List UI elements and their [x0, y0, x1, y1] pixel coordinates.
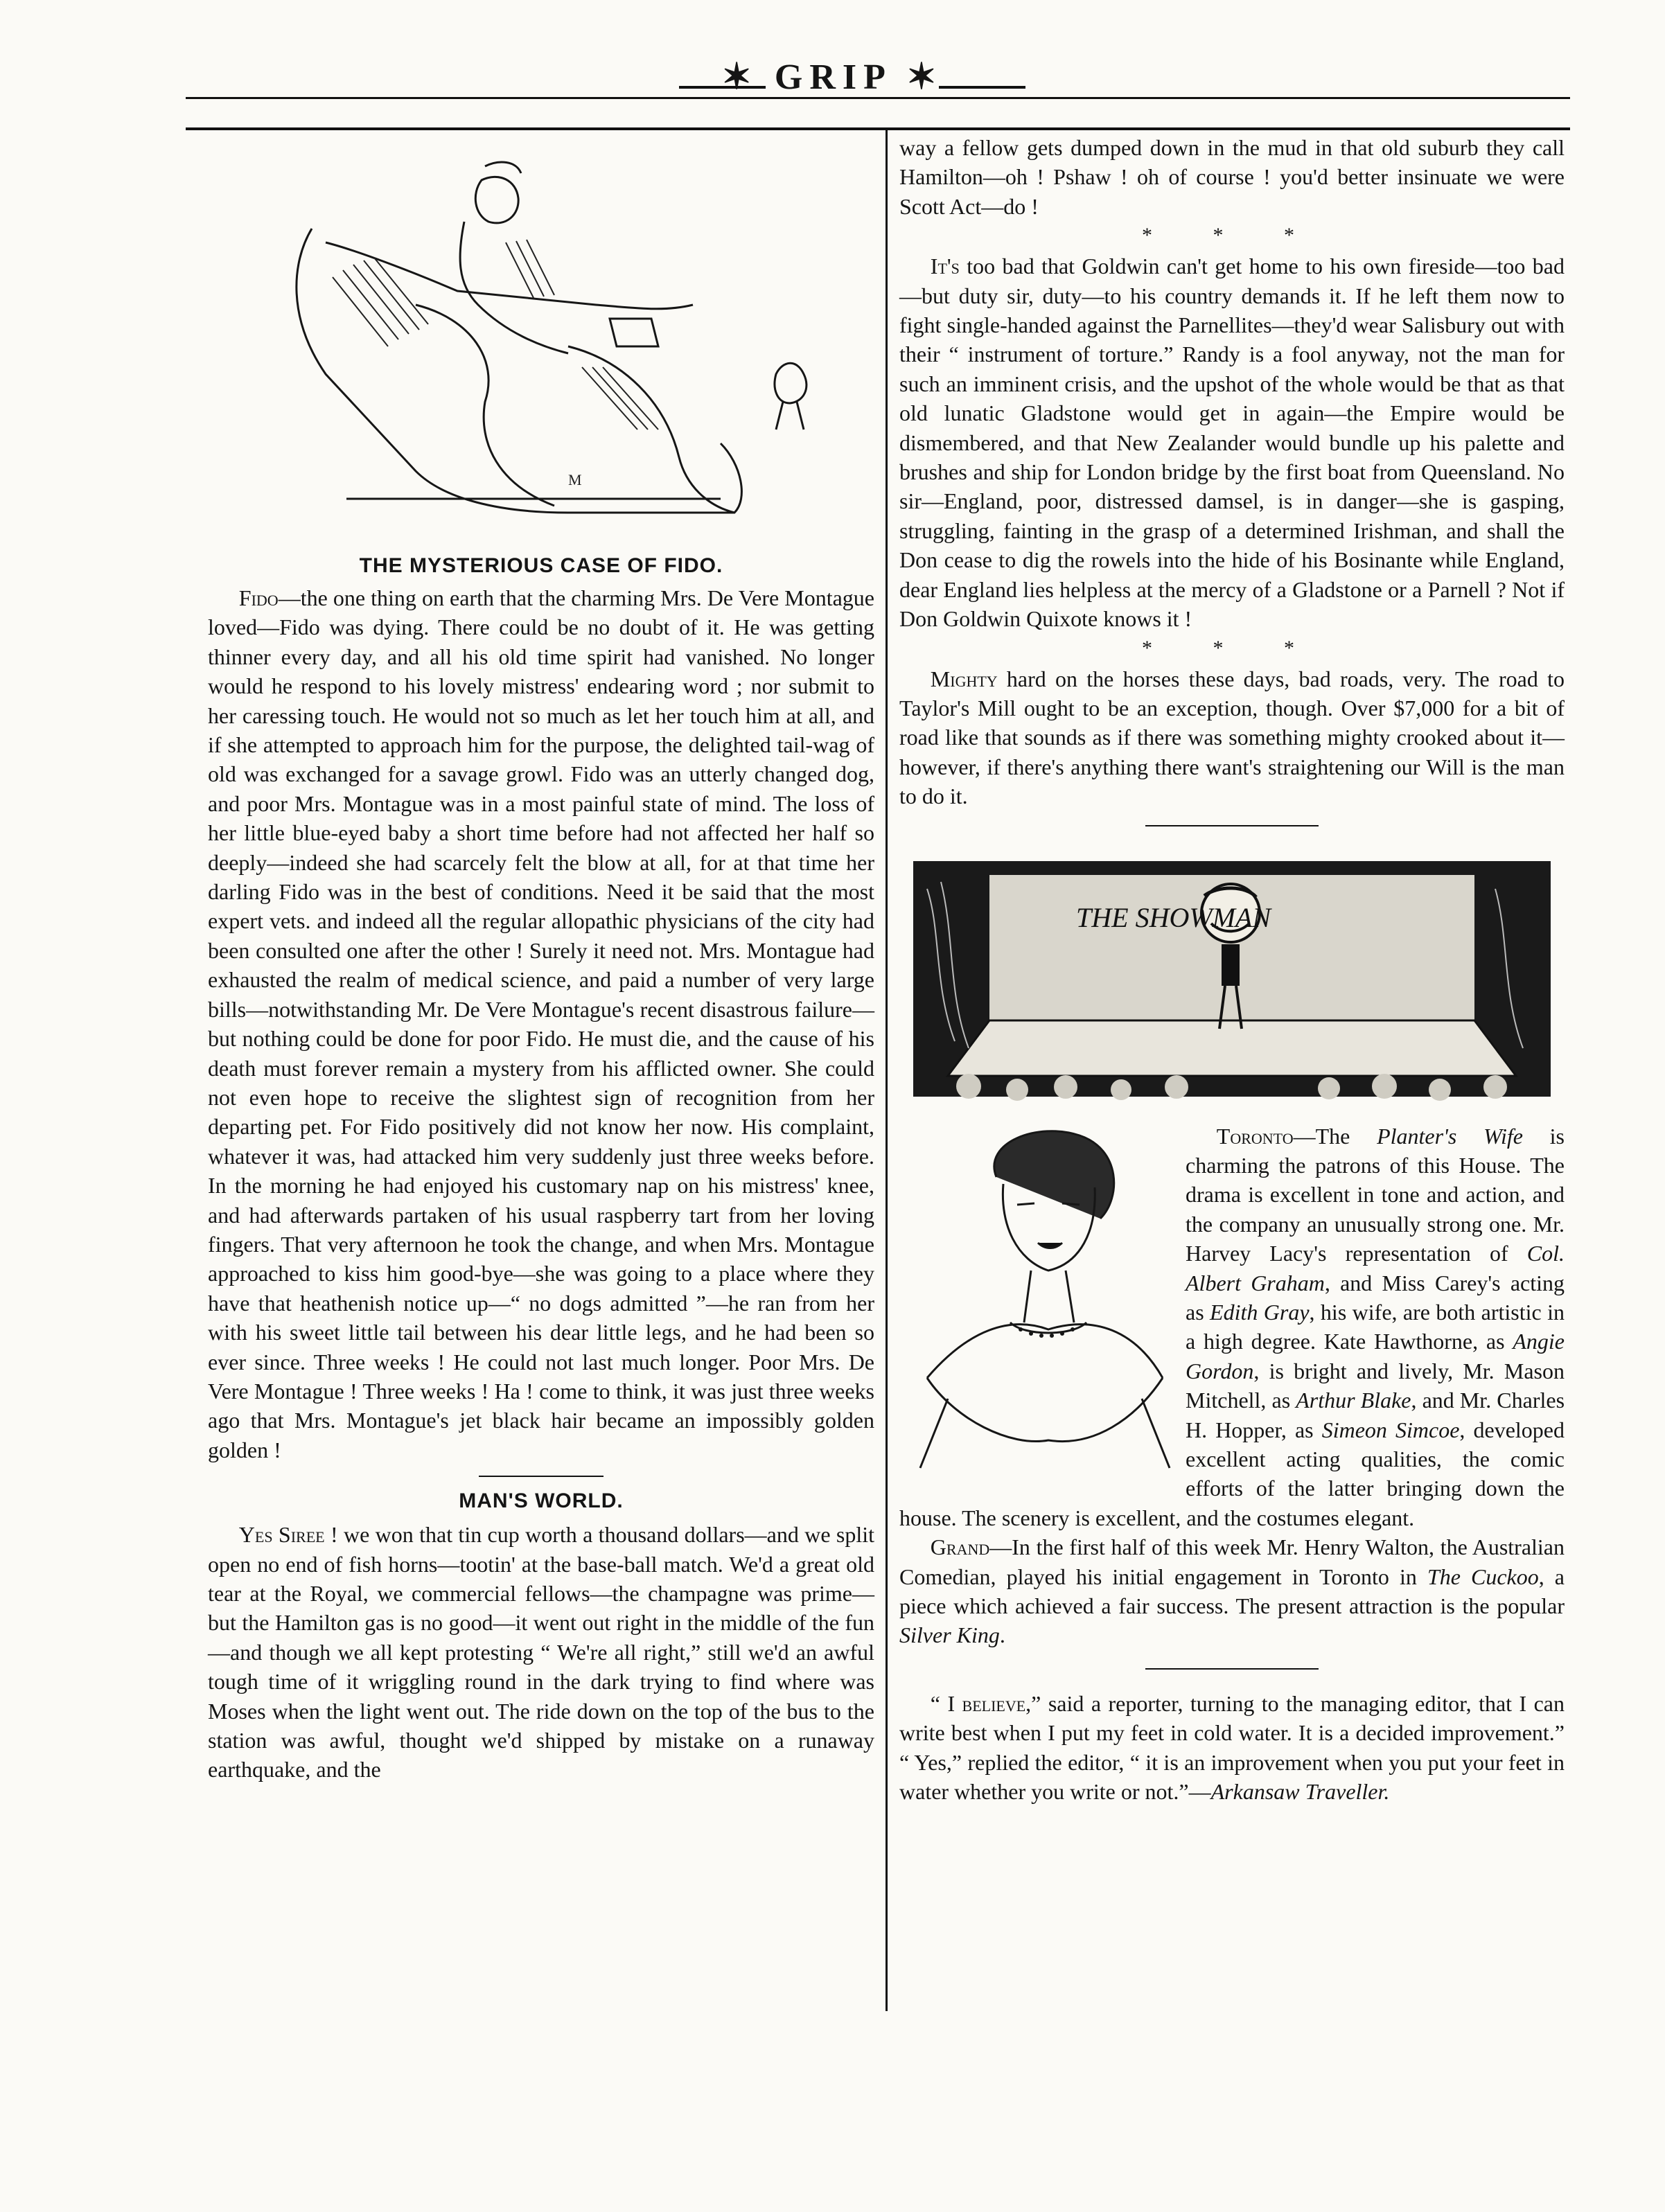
section-stars-2: * * * — [1142, 636, 1322, 660]
grand-end: . — [999, 1622, 1005, 1648]
toronto-body-2: , and Miss Carey's acting as — [1186, 1270, 1565, 1325]
toronto-role-2: Edith Gray — [1210, 1299, 1310, 1325]
section-stars-1: * * * — [1142, 224, 1322, 247]
fido-title: THE MYSTERIOUS CASE OF FIDO. — [359, 554, 723, 577]
separator-rule-right — [1145, 825, 1319, 826]
believe-paragraph — [899, 1689, 1565, 1807]
mans-world-title: MAN'S WORLD. — [459, 1489, 624, 1513]
mans-world-body: we won that tin cup worth a thousand dollars—and we split open no end of fish horns—tootin' at the base-ball match. We'd a great old tear at the Royal, we commercial fellows—the champagne was prime—but the Hamilton gas is no good—it went out right in the middle of the fun—and though we all kept protesting “ We're all right,” still we'd an awful tough time of it wriggling round in the dark trying to find where was Moses when the light went out. The ride down on the top of the bus to the station was awful, thought we'd shipped by mistake on a runaway earthquake, and the — [208, 1522, 875, 1782]
fido-lead: Fido — [238, 585, 279, 610]
mighty-lead: Mighty — [930, 666, 998, 691]
woman-reclining-drawing — [208, 139, 874, 547]
masthead-title-text: GRIP — [774, 57, 891, 97]
star-ornament-right: ✶ — [906, 57, 944, 97]
showman-stage-drawing — [899, 847, 1565, 1111]
mans-world-article — [208, 1520, 874, 1785]
toronto-body-1: is charming the patrons of this House. The drama is excellent in tone and action, and the company an unusually strong one. Mr. Harvey Lacy's representation of — [1186, 1123, 1565, 1266]
masthead-title — [0, 57, 1665, 97]
fido-article — [208, 583, 874, 1465]
toronto-play-title: Planter's Wife — [1377, 1123, 1523, 1149]
left-column — [208, 139, 874, 1785]
illustration-actress-portrait — [899, 1122, 1180, 1482]
grand-body-1: —In the first half of this week Mr. Henry Walton, the Australian Comedian, played his initial engagement in Toronto in — [899, 1534, 1565, 1589]
showman-caption: THE SHOWMAN — [1076, 901, 1271, 933]
toronto-body-3: , his wife, are both artistic in a high degree. Kate Hawthorne, as — [1186, 1299, 1565, 1354]
right-column — [899, 133, 1565, 1806]
header-rule-bottom — [186, 127, 1570, 130]
toronto-role-5: Simeon Simcoe — [1321, 1417, 1460, 1442]
toronto-body-6: , developed excellent acting qualities, the comic efforts of the latter bringing down the house. The scenery is excellent, and the costumes elegant. — [899, 1417, 1565, 1530]
theatre-section — [899, 1122, 1565, 1650]
goldwin-paragraph — [899, 251, 1565, 633]
mans-world-lead: Yes Siree ! — [238, 1522, 338, 1548]
illustration-showman-stage — [899, 847, 1565, 1111]
fido-body: —the one thing on earth that the charming Mrs. De Vere Montague loved—Fido was dying. There could be no doubt of it. He was getting thinner every day, and all his old time spirit had vanished. No longer would he respond to his lovely mistress' endearing word ; nor submit to her caressing touch. He would not so much as let her touch him at all, and if she attempted to approach him for the purpose, the delighted tail-wag of old was exchanged for a savage growl. Fido was an utterly changed dog, and poor Mrs. Montague was in a most painful state of mind. The loss of her little blue-eyed baby a short time before had not affected her half so deeply—indeed she had scarcely felt the blow at all, for at that time her darling Fido was in the best of conditions. Need it be said that the most expert vets. and indeed all the regular allopathic physicians of the city had been consulted one after the other ! Surely it need not. Mrs. Montague had exhausted the realm of medical science, and paid a number of very large bills—notwithstanding Mr. De Vere Montague's recent disastrous failure—but nothing could be done for poor Fido. He must die, and the cause of his death must forever remain a mystery from his afflicted owner. She could not even hope to receive the slightest sign of recognition from her departing pet. For Fido positively did not know her now. His complaint, whatever it was, had attacked him very suddenly just three weeks before. In the morning he had enjoyed his customary nap on his mistress' knee, and had afterwards partaken of his usual raspberry tart from her loving fingers. That very afternoon he took the change, and when Mrs. Montague approached to kiss him good-bye—she was going to a place where they have that heathenish notice up—“ no dogs admitted ”—he ran from her with his sweet little tail between his dear little legs, and he had been so ever since. Three weeks ! He could not last much longer. Poor Mrs. De Vere Montague ! Three weeks ! Ha ! come to think, it was just three weeks ago that Mrs. Montague's jet black hair became an impossibly golden golden ! — [208, 585, 874, 1462]
goldwin-body: too bad that Goldwin can't get home to his own fireside—too bad—but duty sir, duty—to his country demands it. If he left them now to fight single-handed against the Parnellites—they'd wear Salisbury out with their “ instrument of torture.” Randy is a fool anyway, not the man for such an imminent crisis, and the upshot of the whole would be that as that old lunatic Gladstone would get in again—the Empire would be dismembered, and that New Zealander would bundle up his palette and brushes and ship for London bridge by the first boat from Queensland. No sir—England, poor, distressed damsel, is in danger—she is gasping, struggling, fainting in the grasp of a determined Irishman, and shall the Don cease to dig the rowels into the hide of his Bosinante while England, dear England lies helpless at the mercy of a Gladstone or a Parnell ? Not if Don Goldwin Quixote knows it ! — [899, 254, 1565, 632]
toronto-pre: —The — [1293, 1123, 1377, 1149]
goldwin-lead: It's — [930, 254, 960, 279]
grand-lead: Grand — [930, 1534, 990, 1560]
mighty-paragraph — [899, 664, 1565, 811]
separator-rule-bottom — [1145, 1668, 1319, 1670]
toronto-body-5: , and Mr. Charles H. Hopper, as — [1186, 1388, 1565, 1442]
mans-world-continuation: way a fellow gets dumped down in the mud in that old suburb they call Hamilton—oh ! Pshaw ! oh of course ! you'd better insinuate we were Scott Act—do ! — [899, 135, 1565, 219]
toronto-role-3: Angie Gordon — [1186, 1329, 1565, 1383]
mighty-body: hard on the horses these days, bad roads, very. The road to Taylor's Mill ought to be an exception, though. Over $7,000 for a bit of road like that sounds as if there was something mighty crooked about it—however, if there's anything there want's straightening our Will is the man to do it. — [899, 666, 1565, 809]
believe-source: Arkansaw Traveller. — [1210, 1779, 1390, 1805]
star-ornament-left: ✶ — [721, 57, 759, 97]
grand-play-title: The Cuckoo — [1427, 1564, 1539, 1589]
actress-portrait-drawing — [899, 1122, 1180, 1482]
header-rule-top — [186, 97, 1570, 99]
toronto-body-4: , is bright and lively, Mr. Mason Mitchell, as — [1186, 1358, 1565, 1413]
grand-body-2: , a piece which achieved a fair success. The present attraction is the popular — [899, 1564, 1565, 1619]
separator-rule-left — [479, 1476, 604, 1477]
believe-body: said a reporter, turning to the managing editor, that I can write best when I put my feet in cold water. It is a decided improvement.” “ Yes,” replied the editor, “ it is an improvement when you put your feet in water whether you write or not.”— — [899, 1690, 1565, 1805]
believe-lead: “ I believe,” — [930, 1690, 1041, 1716]
grand-play-title-2: Silver King — [899, 1622, 1000, 1648]
toronto-lead: Toronto — [1216, 1123, 1294, 1149]
illustration-woman-reclining — [208, 139, 874, 547]
toronto-role-1: Col. Albert Graham — [1186, 1241, 1565, 1295]
column-divider — [886, 130, 888, 2011]
toronto-role-4: Arthur Blake — [1296, 1388, 1411, 1413]
illustration-signature: M — [568, 471, 582, 488]
grand-paragraph — [899, 1532, 1565, 1650]
